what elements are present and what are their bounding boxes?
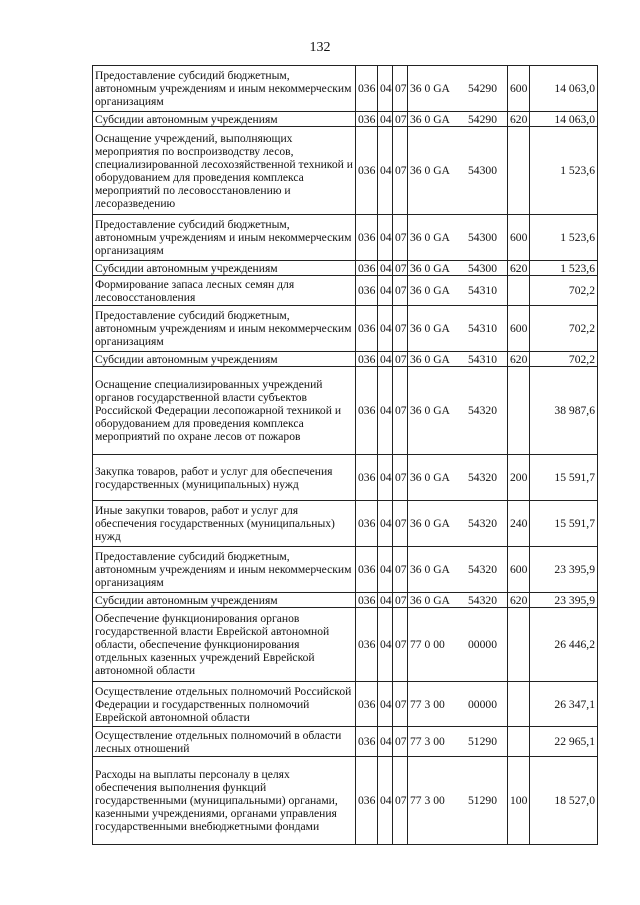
row-target-article-cell [408,261,508,276]
target-program-code: 77 3 00 [410,697,445,711]
row-target-article-cell [408,112,508,127]
row-amount-cell: 702,2 [530,276,598,306]
table-row [93,66,598,112]
row-name-cell: Предоставление субсидий бюджетным, автономным учреждениям и иным некоммерческим организациям [93,306,356,352]
row-amount-cell: 18 527,0 [530,757,598,845]
row-name-cell: Предоставление субсидий бюджетным, автономным учреждениям и иным некоммерческим организациям [93,215,356,261]
row-section-cell: 04 [378,593,393,608]
row-amount-cell: 1 523,6 [530,215,598,261]
row-name-cell: Оснащение учреждений, выполняющих мероприятия по воспроизводству лесов, специализированной лесохозяйственной техникой и оборудованием для проведения комплекса мероприятий по лесовосстановлению и лесоразведению [93,127,356,215]
row-grbs-cell: 036 [356,608,378,682]
row-name-cell: Закупка товаров, работ и услуг для обеспечения государственных (муниципальных) нужд [93,455,356,501]
table-row [93,112,598,127]
row-amount-cell: 1 523,6 [530,127,598,215]
row-subsection-cell: 07 [393,547,408,593]
row-section-cell: 04 [378,367,393,455]
table-row [93,757,598,845]
row-section-cell: 04 [378,276,393,306]
row-amount-cell: 14 063,0 [530,66,598,112]
target-program-code: 36 0 GA [410,593,450,607]
target-program-code: 36 0 GA [410,563,450,576]
row-target-article-cell [408,727,508,757]
page-number: 132 [309,40,331,55]
row-subsection-cell: 07 [393,757,408,845]
row-grbs-cell: 036 [356,276,378,306]
target-program-code: 77 3 00 [410,794,445,807]
row-target-article-cell [408,455,508,501]
row-name-cell: Осуществление отдельных полномочий в области лесных отношений [93,727,356,757]
table-row [93,547,598,593]
row-subsection-cell: 07 [393,306,408,352]
row-subsection-cell: 07 [393,352,408,367]
row-section-cell: 04 [378,127,393,215]
row-subsection-cell: 07 [393,682,408,727]
row-section-cell: 04 [378,261,393,276]
row-subsection-cell: 07 [393,215,408,261]
target-direction-code: 54300 [468,164,497,177]
row-target-article-cell [408,547,508,593]
target-program-code: 36 0 GA [410,517,450,530]
target-direction-code: 51290 [468,794,497,807]
table-row [93,276,598,306]
row-grbs-cell: 036 [356,127,378,215]
table-row [93,501,598,547]
row-expense-type-cell: 600 [508,306,530,352]
row-grbs-cell: 036 [356,757,378,845]
row-target-article-cell [408,501,508,547]
table-row [93,127,598,215]
row-subsection-cell: 07 [393,455,408,501]
row-name-cell: Осуществление отдельных полномочий Российской Федерации и государственных полномочий Еврейской автономной области [93,682,356,727]
row-subsection-cell: 07 [393,367,408,455]
target-program-code: 77 3 00 [410,735,445,748]
target-direction-code: 54320 [468,593,497,607]
row-section-cell: 04 [378,306,393,352]
target-direction-code: 54300 [468,231,497,244]
row-subsection-cell: 07 [393,276,408,306]
row-grbs-cell: 036 [356,215,378,261]
row-name-cell: Субсидии автономным учреждениям [93,112,356,127]
row-grbs-cell: 036 [356,352,378,367]
row-expense-type-cell: 100 [508,757,530,845]
row-grbs-cell: 036 [356,261,378,276]
row-expense-type-cell: 620 [508,261,530,276]
row-target-article-cell [408,608,508,682]
row-expense-type-cell [508,276,530,306]
target-program-code: 36 0 GA [410,112,450,126]
row-expense-type-cell [508,367,530,455]
target-direction-code: 54310 [468,284,497,297]
row-expense-type-cell [508,727,530,757]
target-direction-code: 51290 [468,735,497,748]
row-section-cell: 04 [378,682,393,727]
row-section-cell: 04 [378,757,393,845]
row-target-article-cell [408,306,508,352]
budget-table [92,65,598,845]
row-grbs-cell: 036 [356,727,378,757]
row-section-cell: 04 [378,547,393,593]
row-expense-type-cell [508,608,530,682]
row-subsection-cell: 07 [393,66,408,112]
row-grbs-cell: 036 [356,501,378,547]
row-amount-cell: 1 523,6 [530,261,598,276]
row-name-cell: Субсидии автономным учреждениям [93,352,356,367]
target-program-code: 36 0 GA [410,82,450,95]
row-section-cell: 04 [378,215,393,261]
row-name-cell: Субсидии автономным учреждениям [93,261,356,276]
target-direction-code: 54320 [468,404,497,417]
row-subsection-cell: 07 [393,608,408,682]
row-subsection-cell: 07 [393,112,408,127]
row-subsection-cell: 07 [393,127,408,215]
row-amount-cell: 23 395,9 [530,593,598,608]
row-target-article-cell [408,757,508,845]
row-grbs-cell: 036 [356,593,378,608]
row-expense-type-cell: 600 [508,547,530,593]
row-amount-cell: 14 063,0 [530,112,598,127]
row-name-cell: Формирование запаса лесных семян для лесовосстановления [93,276,356,306]
table-row [93,608,598,682]
target-direction-code: 54320 [468,563,497,576]
row-expense-type-cell: 240 [508,501,530,547]
row-section-cell: 04 [378,112,393,127]
target-program-code: 36 0 GA [410,404,450,417]
row-name-cell: Предоставление субсидий бюджетным, автономным учреждениям и иным некоммерческим организациям [93,66,356,112]
row-section-cell: 04 [378,455,393,501]
target-direction-code: 54310 [468,352,497,366]
row-amount-cell: 702,2 [530,306,598,352]
row-amount-cell: 15 591,7 [530,455,598,501]
row-section-cell: 04 [378,608,393,682]
row-grbs-cell: 036 [356,112,378,127]
row-amount-cell: 22 965,1 [530,727,598,757]
row-expense-type-cell: 200 [508,455,530,501]
table-row [93,367,598,455]
table-row [93,215,598,261]
target-program-code: 36 0 GA [410,164,450,177]
row-expense-type-cell [508,127,530,215]
row-target-article-cell [408,682,508,727]
row-grbs-cell: 036 [356,367,378,455]
target-direction-code: 54290 [468,112,497,126]
row-subsection-cell: 07 [393,261,408,276]
row-amount-cell: 702,2 [530,352,598,367]
target-program-code: 36 0 GA [410,231,450,244]
row-expense-type-cell: 620 [508,112,530,127]
row-amount-cell: 26 446,2 [530,608,598,682]
target-direction-code: 00000 [468,638,497,651]
row-expense-type-cell [508,682,530,727]
row-name-cell: Субсидии автономным учреждениям [93,593,356,608]
row-subsection-cell: 07 [393,593,408,608]
target-program-code: 36 0 GA [410,284,450,297]
target-program-code: 36 0 GA [410,352,450,366]
row-target-article-cell [408,127,508,215]
row-subsection-cell: 07 [393,501,408,547]
row-target-article-cell [408,215,508,261]
row-grbs-cell: 036 [356,682,378,727]
target-program-code: 36 0 GA [410,322,450,335]
row-name-cell: Предоставление субсидий бюджетным, автономным учреждениям и иным некоммерческим организациям [93,547,356,593]
target-direction-code: 54290 [468,82,497,95]
table-row [93,306,598,352]
row-subsection-cell: 07 [393,727,408,757]
table-row [93,352,598,367]
row-target-article-cell [408,276,508,306]
table-row [93,682,598,727]
table-row [93,455,598,501]
row-grbs-cell: 036 [356,306,378,352]
target-program-code: 36 0 GA [410,261,450,275]
row-name-cell: Обеспечение функционирования органов государственной власти Еврейской автономной области, обеспечение функционирования отдельных казенных учреждений Еврейской автономной области [93,608,356,682]
row-section-cell: 04 [378,352,393,367]
row-grbs-cell: 036 [356,66,378,112]
row-amount-cell: 26 347,1 [530,682,598,727]
target-program-code: 36 0 GA [410,471,450,484]
target-direction-code: 00000 [468,697,497,711]
row-target-article-cell [408,66,508,112]
table-row [93,261,598,276]
row-grbs-cell: 036 [356,547,378,593]
target-direction-code: 54320 [468,517,497,530]
row-name-cell: Иные закупки товаров, работ и услуг для обеспечения государственных (муниципальных) нужд [93,501,356,547]
row-grbs-cell: 036 [356,455,378,501]
row-name-cell: Расходы на выплаты персоналу в целях обеспечения выполнения функций государственными (муниципальными) органами, казенными учреждениями, органами управления государственными внебюджетными фондами [93,757,356,845]
row-expense-type-cell: 600 [508,215,530,261]
target-direction-code: 54320 [468,471,497,484]
row-target-article-cell [408,593,508,608]
row-expense-type-cell: 620 [508,593,530,608]
table-row [93,727,598,757]
target-program-code: 77 0 00 [410,638,445,651]
row-section-cell: 04 [378,501,393,547]
row-amount-cell: 23 395,9 [530,547,598,593]
row-section-cell: 04 [378,66,393,112]
target-direction-code: 54310 [468,322,497,335]
row-name-cell: Оснащение специализированных учреждений органов государственной власти субъектов Российской Федерации лесопожарной техникой и оборудованием для проведения комплекса мероприятий по охране лесов от пожаров [93,367,356,455]
row-target-article-cell [408,367,508,455]
target-direction-code: 54300 [468,261,497,275]
row-target-article-cell [408,352,508,367]
row-expense-type-cell: 620 [508,352,530,367]
row-expense-type-cell: 600 [508,66,530,112]
row-amount-cell: 15 591,7 [530,501,598,547]
row-amount-cell: 38 987,6 [530,367,598,455]
row-section-cell: 04 [378,727,393,757]
table-row [93,593,598,608]
